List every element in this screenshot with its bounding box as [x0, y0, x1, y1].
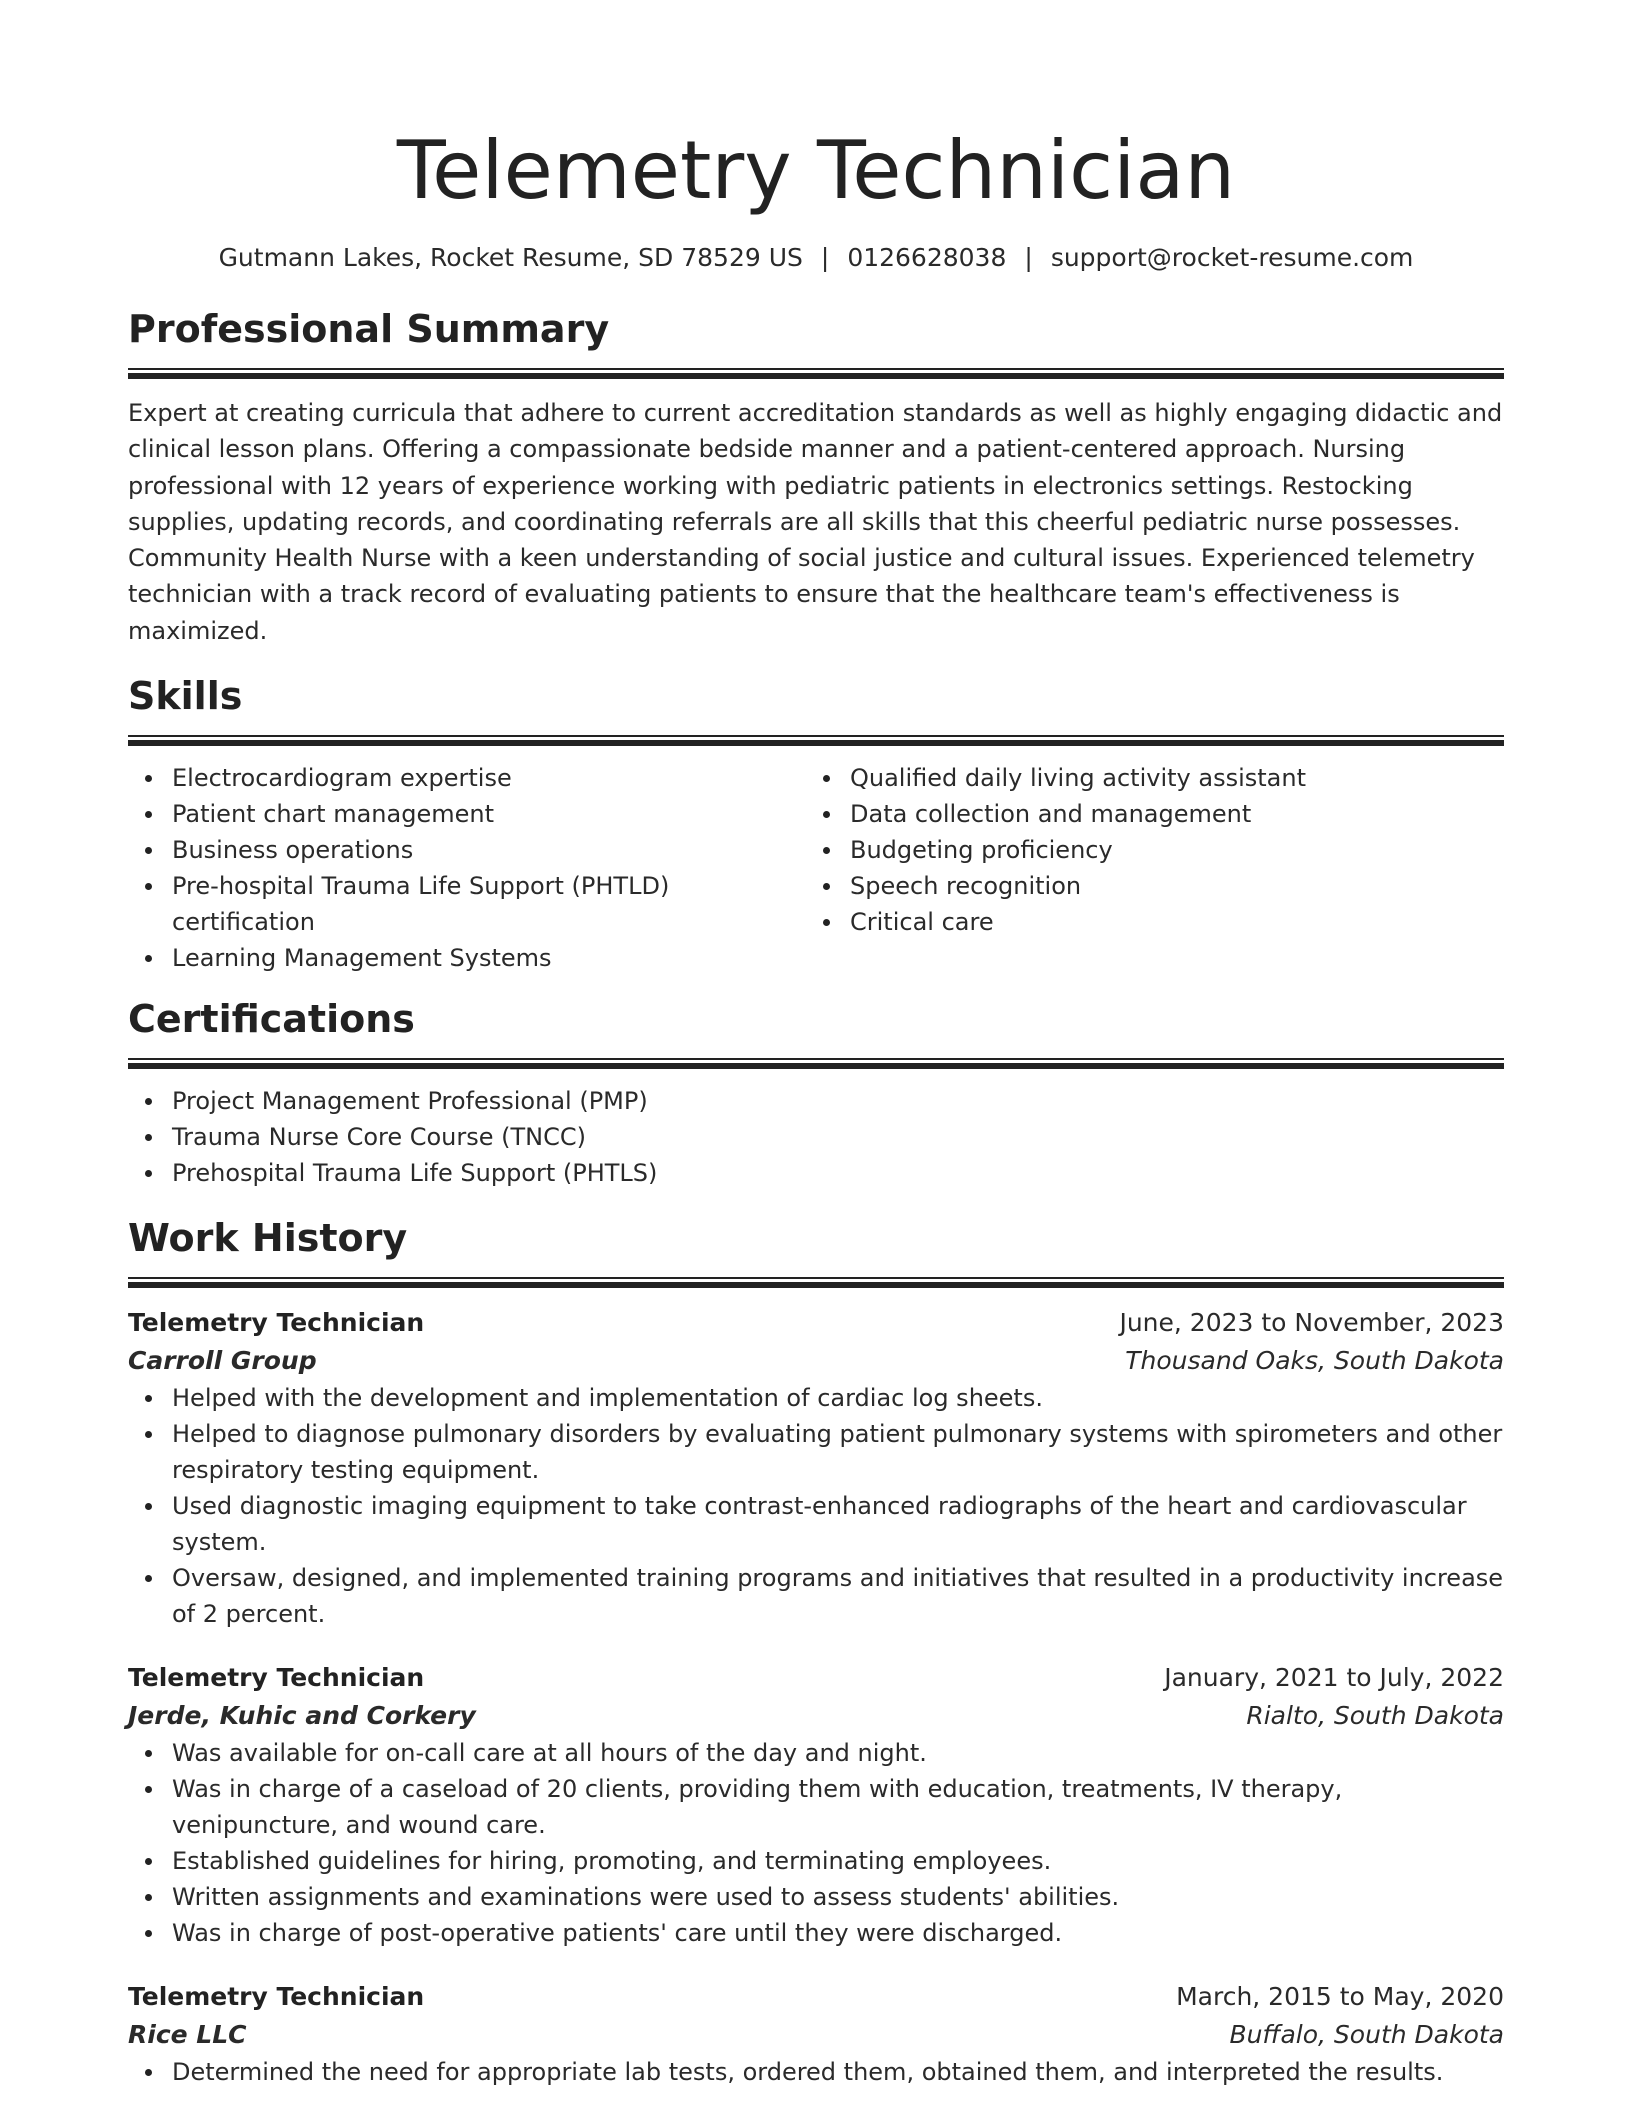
skill-item: Pre-hospital Trauma Life Support (PHTLD) certification	[172, 868, 806, 940]
skill-item: Patient chart management	[172, 796, 806, 832]
summary-text: Expert at creating curricula that adhere to current accreditation standards as well as highly engaging didactic and clinical lesson plans. Offering a compassionate bedside manner and a patient-centered approach. Nursing professional with 12 years of experience working with pediatric patients in electronics settings. Restocking supplies, updating records, and coordinating referrals are all skills that this cheerful pediatric nurse possesses. Community Health Nurse with a keen understanding of social justice and cultural issues. Experienced telemetry technician with a track record of evaluating patients to ensure that the healthcare team's effectiveness is maximized.	[128, 399, 1503, 645]
job-title: Telemetry Technician	[128, 1308, 425, 1338]
work-history-heading: Work History	[128, 1216, 408, 1261]
job-location: Rialto, South Dakota	[1246, 1701, 1504, 1731]
contact-email[interactable]: support@rocket-resume.com	[1050, 243, 1414, 272]
skill-item: Speech recognition	[850, 868, 1484, 904]
job-entry	[128, 1978, 1504, 2090]
skills-columns	[128, 760, 1504, 976]
job-dates: June, 2023 to November, 2023	[1119, 1308, 1504, 1338]
skill-item: Electrocardiogram expertise	[172, 760, 806, 796]
job-company-row	[128, 1342, 1504, 1380]
resume-page	[128, 0, 1504, 2090]
skills-section	[128, 673, 1504, 976]
skill-item: Critical care	[850, 904, 1484, 940]
job-header-row	[128, 1659, 1504, 1697]
job-bullets	[128, 2054, 1504, 2090]
job-location: Thousand Oaks, South Dakota	[1125, 1346, 1504, 1376]
skills-list-right	[806, 760, 1484, 940]
skill-item: Budgeting proficiency	[850, 832, 1484, 868]
contact-line	[128, 241, 1504, 275]
section-divider	[128, 1058, 1504, 1069]
skills-heading: Skills	[128, 674, 243, 719]
skills-column-left	[128, 760, 806, 976]
job-title: Telemetry Technician	[128, 1663, 425, 1693]
contact-address: Gutmann Lakes, Rocket Resume, SD 78529 US	[218, 243, 803, 272]
job-title: Telemetry Technician	[128, 1982, 425, 2012]
resume-title: Telemetry Technician	[396, 124, 1236, 217]
certifications-heading: Certifications	[128, 997, 415, 1042]
contact-separator: |	[1024, 243, 1033, 272]
summary-section	[128, 306, 1504, 649]
skill-item: Learning Management Systems	[172, 940, 806, 976]
job-company-row	[128, 2016, 1504, 2054]
skill-item: Qualified daily living activity assistant	[850, 760, 1484, 796]
job-bullet: Determined the need for appropriate lab tests, ordered them, obtained them, and interpreted the results.	[172, 2054, 1504, 2090]
job-company-row	[128, 1697, 1504, 1735]
contact-separator: |	[820, 243, 830, 272]
certifications-section	[128, 996, 1504, 1191]
skill-item: Data collection and management	[850, 796, 1484, 832]
job-bullet: Written assignments and examinations were used to assess students' abilities.	[172, 1879, 1504, 1915]
job-dates: January, 2021 to July, 2022	[1164, 1663, 1504, 1693]
job-bullet: Was in charge of a caseload of 20 clients, providing them with education, treatments, IV therapy, venipuncture, and wound care.	[172, 1771, 1504, 1843]
section-divider	[128, 1277, 1504, 1288]
job-location: Buffalo, South Dakota	[1229, 2020, 1504, 2050]
section-divider	[128, 735, 1504, 746]
job-bullet: Was in charge of post-operative patients' care until they were discharged.	[172, 1915, 1504, 1951]
certification-item: Trauma Nurse Core Course (TNCC)	[172, 1119, 1504, 1155]
job-bullet: Helped to diagnose pulmonary disorders by evaluating patient pulmonary systems with spirometers and other respiratory testing equipment.	[172, 1416, 1504, 1488]
job-bullet: Helped with the development and implementation of cardiac log sheets.	[172, 1380, 1504, 1416]
certification-item: Project Management Professional (PMP)	[172, 1083, 1504, 1119]
job-bullets	[128, 1380, 1504, 1632]
job-header-row	[128, 1978, 1504, 2016]
certification-item: Prehospital Trauma Life Support (PHTLS)	[172, 1155, 1504, 1191]
work-history-section	[128, 1215, 1504, 2090]
certifications-list	[128, 1083, 1504, 1191]
job-bullet: Oversaw, designed, and implemented training programs and initiatives that resulted in a productivity increase of 2 percent.	[172, 1560, 1504, 1632]
job-header-row	[128, 1304, 1504, 1342]
job-company: Jerde, Kuhic and Corkery	[128, 1701, 476, 1731]
job-dates: March, 2015 to May, 2020	[1176, 1982, 1504, 2012]
section-divider	[128, 368, 1504, 379]
skills-column-right	[806, 760, 1484, 976]
job-bullet: Was available for on-call care at all hours of the day and night.	[172, 1735, 1504, 1771]
job-bullet: Used diagnostic imaging equipment to take contrast-enhanced radiographs of the heart and cardiovascular system.	[172, 1488, 1504, 1560]
job-bullets	[128, 1735, 1504, 1951]
skill-item: Business operations	[172, 832, 806, 868]
skills-list-left	[128, 760, 806, 976]
summary-heading: Professional Summary	[128, 307, 610, 351]
job-bullet: Established guidelines for hiring, promoting, and terminating employees.	[172, 1843, 1504, 1879]
job-entry	[128, 1659, 1504, 1951]
job-company: Carroll Group	[128, 1346, 317, 1376]
job-entry	[128, 1304, 1504, 1632]
contact-phone: 0126628038	[847, 243, 1007, 272]
job-company: Rice LLC	[128, 2020, 247, 2050]
